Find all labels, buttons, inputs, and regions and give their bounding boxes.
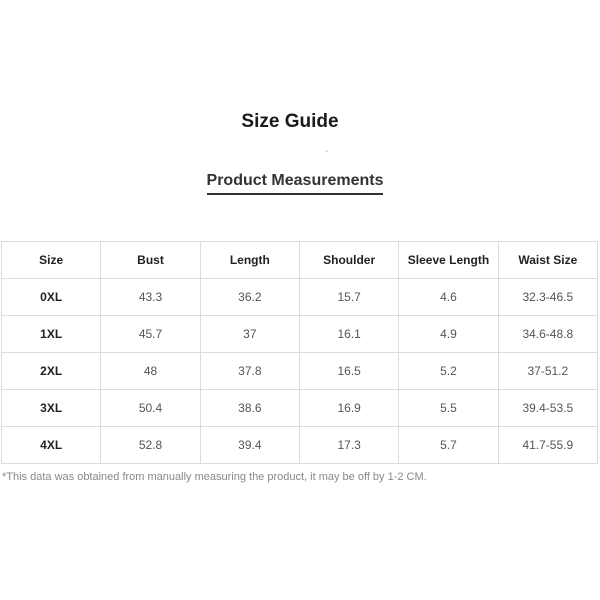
header-waist-size: Waist Size [498, 242, 597, 279]
cell-length: 37 [200, 316, 299, 353]
size-table [1, 241, 598, 464]
cell-sleeve-length: 4.6 [399, 279, 498, 316]
cell-bust: 50.4 [101, 390, 200, 427]
table-row [2, 390, 598, 427]
header-sleeve-length: Sleeve Length [399, 242, 498, 279]
cell-length: 36.2 [200, 279, 299, 316]
cell-waist-size: 41.7-55.9 [498, 427, 597, 464]
cell-shoulder: 17.3 [299, 427, 398, 464]
cell-size: 1XL [2, 316, 101, 353]
cell-sleeve-length: 5.5 [399, 390, 498, 427]
cell-waist-size: 34.6-48.8 [498, 316, 597, 353]
cell-length: 38.6 [200, 390, 299, 427]
cell-bust: 45.7 [101, 316, 200, 353]
cell-shoulder: 16.9 [299, 390, 398, 427]
cell-shoulder: 15.7 [299, 279, 398, 316]
header-size: Size [2, 242, 101, 279]
cell-length: 37.8 [200, 353, 299, 390]
cell-bust: 48 [101, 353, 200, 390]
header-shoulder: Shoulder [299, 242, 398, 279]
cell-waist-size: 37-51.2 [498, 353, 597, 390]
cell-length: 39.4 [200, 427, 299, 464]
cell-waist-size: 39.4-53.5 [498, 390, 597, 427]
cell-size: 0XL [2, 279, 101, 316]
table-header-row [2, 242, 598, 279]
header-bust: Bust [101, 242, 200, 279]
table-row [2, 279, 598, 316]
cell-size: 4XL [2, 427, 101, 464]
subtitle-container [0, 172, 590, 195]
cell-waist-size: 32.3-46.5 [498, 279, 597, 316]
cell-sleeve-length: 5.2 [399, 353, 498, 390]
cell-bust: 43.3 [101, 279, 200, 316]
cell-size: 3XL [2, 390, 101, 427]
table-row [2, 316, 598, 353]
section-subtitle: Product Measurements [207, 172, 384, 195]
measurement-disclaimer: *This data was obtained from manually measuring the product, it may be off by 1-2 CM. [2, 471, 427, 483]
table-row [2, 353, 598, 390]
cell-sleeve-length: 5.7 [399, 427, 498, 464]
cell-shoulder: 16.1 [299, 316, 398, 353]
cell-bust: 52.8 [101, 427, 200, 464]
table-row [2, 427, 598, 464]
cell-shoulder: 16.5 [299, 353, 398, 390]
cell-sleeve-length: 4.9 [399, 316, 498, 353]
separator-mark: - [325, 146, 329, 157]
header-length: Length [200, 242, 299, 279]
page-title: Size Guide [241, 111, 339, 132]
cell-size: 2XL [2, 353, 101, 390]
